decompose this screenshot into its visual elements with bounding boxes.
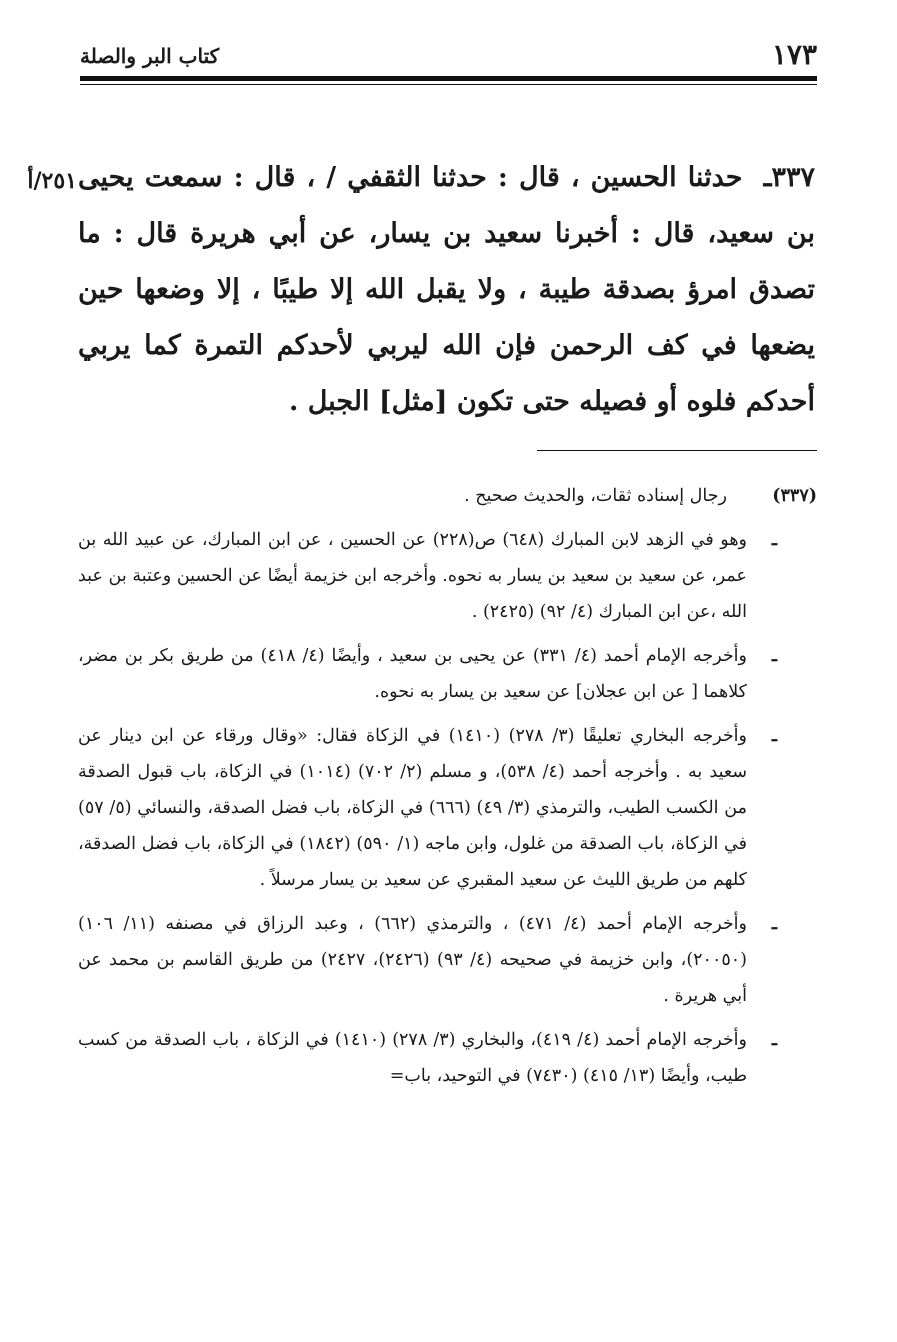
footnotes	[78, 478, 817, 1094]
footnote-item-text: وهو في الزهد لابن المبارك (٦٤٨) ص(٢٢٨) عن الحسين ، عن ابن المبارك، عن عبيد الله بن عمر، عن سعيد بن سعيد بن يسار به نحوه. وأخرجه ابن خزيمة أيضًا عن الحسين وعتبة بن عبد الله ،عن ابن المبارك (٤/ ٩٢) (٢٤٢٥) .	[78, 530, 748, 622]
footnote-item-text: وأخرجه الإمام أحمد (٤/ ٤٧١) ، والترمذي (٦٦٢) ، وعبد الرزاق في مصنفه (١١/ ١٠٦) (٢٠٠٥٠)، وابن خزيمة في صحيحه (٤/ ٩٣) (٢٤٢٦)، ٢٤٢٧) من طريق القاسم بن محمد عن أبي هريرة .	[78, 914, 747, 1006]
footnote-item-text: وأخرجه الإمام أحمد (٤/ ٤١٩)، والبخاري (٣/ ٢٧٨) (١٤١٠) في الزكاة ، باب الصدقة من كسب طيب، وأيضًا (١٣/ ٤١٥) (٧٤٣٠) في التوحيد، باب=	[78, 1030, 747, 1086]
dash-marker: ـ	[771, 914, 777, 934]
manuscript-folio-ref: ٢٥١/أ	[27, 168, 77, 194]
footnote-item	[78, 638, 817, 710]
header-rule-thick	[80, 76, 817, 81]
hadith-body: حدثنا الحسين ، قال : حدثنا الثقفي / ، قال : سمعت يحيى بن سعيد، قال : أخبرنا سعيد بن يسار، عن أبي هريرة قال : ما تصدق امرؤ بصدقة طيبة ، ولا يقبل الله إلا طيبًا ، إلا وضعها حين يضعها في كف الرحمن فإن الله ليربي لأحدكم التمرة كما يربي أحدكم فلوه أو فصيله حتى تكون [مثل] الجبل .	[78, 162, 815, 417]
footnote-item-text: وأخرجه البخاري تعليقًا (٣/ ٢٧٨) (١٤١٠) في الزكاة فقال: «وقال ورقاء عن ابن دينار عن سعيد به . وأخرجه أحمد (٤/ ٥٣٨)، و مسلم (٢/ ٧٠٢) (١٠١٤) في الزكاة، باب قبول الصدقة من الكسب الطيب، والترمذي (٣/ ٤٩) (٦٦٦) في الزكاة، باب فضل الصدقة، والنسائي (٥/ ٥٧) في الزكاة، باب الصدقة من غلول، وابن ماجه (١/ ٥٩٠) (١٨٤٢) في الزكاة، باب فضل الصدقة، كلهم من طريق الليث عن سعيد المقبري عن سعيد بن يسار مرسلاً .	[78, 726, 748, 890]
footnote-separator	[537, 450, 817, 451]
page-header	[80, 38, 817, 71]
dash-marker: ـ	[771, 530, 777, 550]
dash-marker: ـ	[771, 726, 777, 746]
footnote-item	[78, 522, 817, 630]
footnote-item	[78, 906, 817, 1014]
hadith-number: ٣٣٧ـ	[763, 162, 815, 193]
book-title: كتاب البر والصلة	[80, 44, 220, 68]
dash-marker: ـ	[771, 1030, 777, 1050]
dash-marker: ـ	[771, 646, 777, 666]
footnote-item-text: وأخرجه الإمام أحمد (٤/ ٣٣١) عن يحيى بن سعيد ، وأيضًا (٤/ ٤١٨) من طريق بكر بن مضر، كلاهما [ عن ابن عجلان] عن سعيد بن يسار به نحوه.	[78, 646, 747, 702]
footnote-intro: رجال إسناده ثقات، والحديث صحيح .	[464, 486, 727, 506]
footnote-heading	[78, 478, 817, 514]
footnote-item	[78, 718, 817, 898]
hadith-text	[78, 150, 815, 430]
footnote-item	[78, 1022, 817, 1094]
header-rule-thin	[80, 84, 817, 85]
page-number: ١٧٣	[771, 38, 817, 71]
footnote-number: (٣٣٧)	[772, 486, 817, 506]
